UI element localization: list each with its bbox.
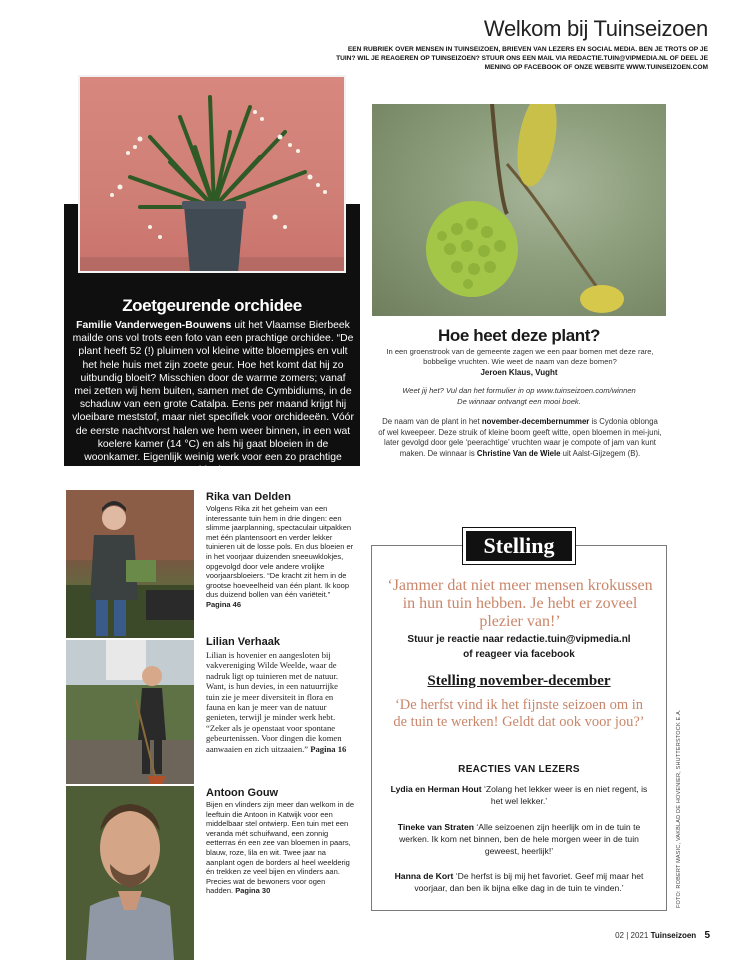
previous-stelling-title: Stelling november-december (427, 673, 611, 689)
magazine-name: Tuinseizoen (650, 931, 697, 940)
page-number: 5 (704, 930, 710, 941)
reader-body: Volgens Rika zit het geheim van een interessante tuin hem in drie dingen: een slimme jaarplanning, spectaculair uitpakken met één plantensoort en verder lekker tuinieren uit de losse pols. En dus bloeien er in het voorjaar duizenden sneeuwklokjes, opgevolgd door vele andere vrolijke voorjaarsbloeiers. “De kracht zit hem in de grootse hoeveelheid van één plant. Ik koop dus duizend bollen van één variëteit.” (206, 504, 354, 600)
reader-text-lilian (206, 650, 352, 754)
plant-quiz-cta-line1: Weet jij het? Vul dan het formulier in op www.tuinseizoen.com/winnen (402, 386, 636, 395)
reader-photo-rika (66, 490, 194, 638)
stelling-reply-facebook: of reageer via facebook (463, 649, 575, 660)
reader-name-lilian: Lilian Verhaak (206, 636, 280, 648)
reader-photo-antoon (66, 786, 194, 960)
plant-quiz-question: In een groenstrook van de gemeente zagen we een paar bomen met deze rare, bobbelige vruchten. Wie weet de naam van deze bomen? (386, 347, 654, 366)
answer-end: uit Aalst-Gijzegem (B). (560, 448, 641, 458)
reaction-item (384, 871, 654, 895)
plant-quiz-cta-line2: De winnaar ontvangt een mooi boek. (457, 396, 581, 406)
reaction-author: Hanna de Kort (394, 871, 454, 881)
reaction-text: ‘Zolang het lekker weer is en niet regent, is het wel lekker.’ (481, 784, 648, 806)
reader-body: Bijen en vlinders zijn meer dan welkom in de leeftuin die Antoon in Katwijk voor een middelbaar stel ontwierp. Een tuin met een veranda mét schuifwand, een zonnig eetterras én een zee van bloemen in paars, blauw, roze, lila en wit. Twee jaar na aanplant ogen de borders al heel weelderig én trekken ze veel bijen en vlinders aan. Precies wat de bewoners voor ogen hadden. (206, 800, 354, 896)
stelling-quote: ‘Jammer dat niet meer mensen krokussen in hun tuin hebben. Je hebt er zoveel plezier van!’ (387, 577, 653, 630)
page-reference: Pagina 46 (206, 599, 242, 609)
plant-quiz-answer (378, 417, 662, 459)
page-title: Welkom bij Tuinseizoen (483, 16, 708, 41)
reaction-author: Lydia en Herman Hout (390, 784, 482, 794)
answer-mid: is Cydonia oblonga of wel kweepeer. Deze struik of kleine boom geeft witte, open bloemen in mei-juni, later gevolgd door gele ‘peerachtige’ vruchten waar je compote of jam van kunt maken. De winnaar is (378, 417, 662, 458)
orchid-lead: Familie Vanderwegen-Bouwens (76, 320, 232, 331)
stelling-label (462, 527, 576, 565)
photo-credit: FOTO: ROBERT MASIC, VAKBLAD DE HOVENIER, SHUTTERSTOCK E.A. (676, 709, 682, 908)
orchid-title: Zoetgeurende orchidee (122, 296, 302, 315)
orchid-photo (78, 75, 346, 273)
reaction-item (384, 822, 654, 857)
page-reference: Pagina 16 (310, 743, 347, 754)
reaction-text: ‘Alle seizoenen zijn heerlijk om in de tuin te werken. Ik kom net binnen, ben de hele morgen weer in de tuin geweest, heerlijk!’ (399, 822, 641, 856)
answer-winner: Christine Van de Wiele (476, 448, 561, 458)
stelling-label-text: Stelling (466, 531, 572, 561)
previous-stelling-quote: ‘De herfst vind ik het fijnste seizoen om in de tuin te werken! Geldt dat ook voor jou?’ (393, 697, 645, 730)
reaction-item (384, 784, 654, 808)
page-footer (615, 930, 710, 941)
issue-number: 02 | 2021 (615, 931, 649, 940)
plant-quiz-author: Jeroen Klaus, Vught (480, 368, 558, 377)
reaction-author: Tineke van Straten (397, 822, 474, 832)
reaction-text: ‘De herfst is bij mij het favoriet. Geef mij maar het voorjaar, dan ben ik bijna elke dag in de tuin te vinden.’ (414, 871, 644, 893)
reader-name-rika: Rika van Delden (206, 491, 291, 503)
plant-quiz-title: Hoe heet deze plant? (437, 326, 601, 345)
orchid-text: uit het Vlaamse Bierbeek mailde ons vol trots een foto van een prachtige orchidee. “De plant heeft 52 (!) pluimen vol kleine witte bloempjes en vult het hele huis met zijn zoete geur. Hoe het komt dat hij zo uitbundig bloeit? Misschien door de warme zomers; vanaf mei zetten wij hem buiten, samen met de Cymbidiums, in de schaduw van een grote Catalpa. Eens per maand krijgt hij vloeibare meststof, maar niet specifiek voor orchideeën. Vóór de eerste nachtvorst halen we hem weer binnen, in een wat koelere kamer (14 °C) en als hij gaat bloeien in de woonkamer. Eigenlijk weinig werk voor een zo prachtige bloei!” (72, 320, 354, 477)
reader-photo-lilian (66, 640, 194, 784)
plant-quiz-cta (372, 386, 666, 407)
osage-orange-photo (372, 104, 666, 316)
answer-issue: november-decembernummer (481, 417, 590, 426)
stelling-reply-email: Stuur je reactie naar redactie.tuin@vipmedia.nl (407, 634, 631, 645)
reader-text-antoon (206, 800, 354, 896)
reader-text-rika (206, 504, 354, 610)
reactions-title: REACTIES VAN LEZERS (458, 764, 580, 775)
answer-intro: De naam van de plant in het (382, 417, 482, 426)
header-intro: EEN RUBRIEK OVER MENSEN IN TUINSEIZOEN, BRIEVEN VAN LEZERS EN SOCIAL MEDIA. BEN JE TROTS OP JE TUIN? WIL JE REAGEREN OP TUINSEIZOEN? STUUR ONS EEN MAIL VIA REDACTIE.TUIN@VIPMEDIA.NL OF DEEL JE MENING OP FACEBOOK OF ONZE WEBSITE WWW.TUINSEIZOEN.COM (336, 46, 708, 71)
reader-name-antoon: Antoon Gouw (206, 787, 279, 799)
page-reference: Pagina 30 (235, 886, 271, 896)
reader-body: Lilian is hovenier en aangesloten bij vakvereniging Wilde Weelde, waar de nadruk ligt op tuinieren met de natuur. Want, is hun devies, in een natuurrijke tuin zie je meer diversiteit in flora en fauna en kan je meer van de natuur genieten, terwijl je minder werk hebt. “Zeker als je openstaat voor spontane gebeurtenissen. Voor dingen die komen aanwaaien en zich uitzaaien.” (206, 650, 342, 754)
orchid-body (72, 319, 354, 477)
